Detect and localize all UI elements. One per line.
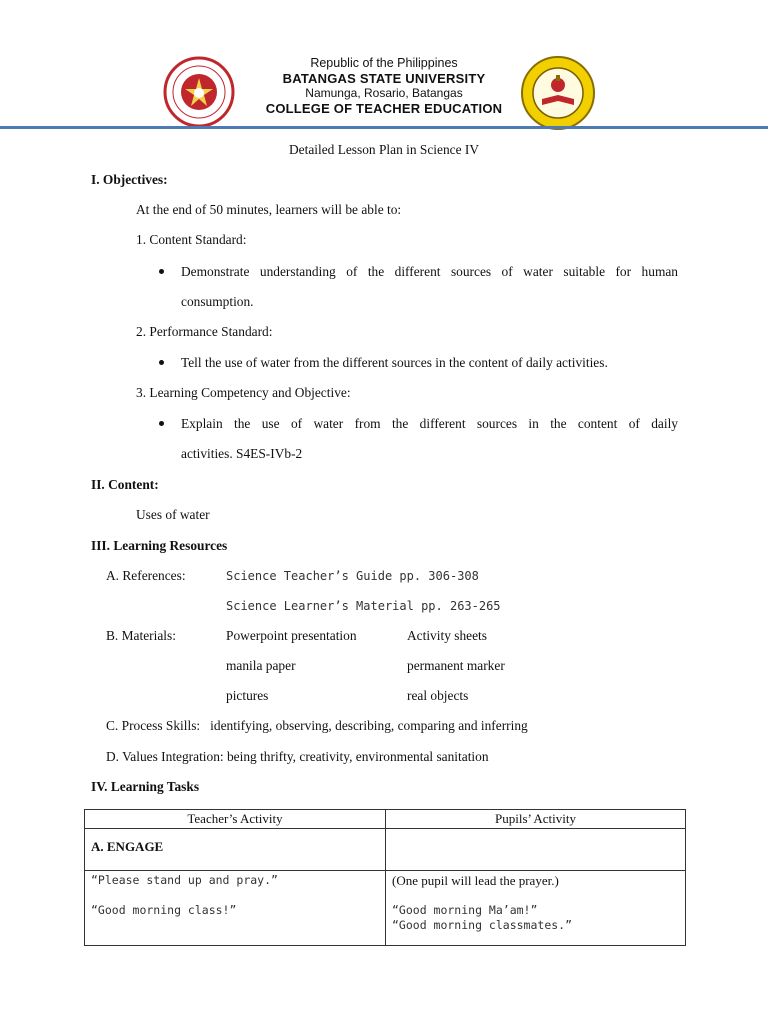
pupil-line: “Good morning Ma’am!” [392, 903, 538, 917]
references-label: A. References: [106, 568, 186, 583]
reference-1: Science Teacher’s Guide pp. 306-308 [226, 569, 479, 583]
material-item: Activity sheets [407, 628, 487, 643]
pupils-activity-cell [386, 871, 686, 946]
bullet [159, 269, 164, 274]
tasks-heading: IV. Learning Tasks [91, 779, 200, 794]
table-header-row [85, 810, 686, 829]
values-integration: D. Values Integration: being thrifty, creativity, environmental sanitation [106, 749, 489, 764]
material-item: manila paper [226, 658, 296, 673]
process-skills: C. Process Skills: identifying, observing, describing, comparing and inferring [106, 718, 528, 733]
content-heading: II. Content: [91, 477, 159, 492]
objective-3-text-line2: activities. S4ES-IVb-2 [181, 446, 303, 461]
objective-1-text-line1: Demonstrate understanding of the different sources of water suitable for human [181, 264, 678, 279]
pupil-line: “Good morning classmates.” [392, 918, 573, 932]
pupils-activity-header: Pupils’ Activity [386, 810, 686, 829]
reference-2: Science Learner’s Material pp. 263-265 [226, 599, 501, 613]
objective-2-text: Tell the use of water from the different sources in the content of daily activities. [181, 355, 608, 370]
engage-heading: A. ENGAGE [91, 839, 164, 854]
objectives-intro: At the end of 50 minutes, learners will be able to: [136, 202, 402, 217]
college-name: COLLEGE OF TEACHER EDUCATION [265, 101, 503, 116]
table-row [85, 829, 686, 871]
material-item: Powerpoint presentation [226, 628, 357, 643]
empty-cell [386, 829, 686, 871]
bullet [159, 360, 164, 365]
material-item: pictures [226, 688, 269, 703]
resources-heading: III. Learning Resources [91, 538, 228, 553]
header-divider [0, 126, 768, 129]
objective-3-text-line1: Explain the use of water from the different sources in the content of daily [181, 416, 678, 431]
objective-1-label: 1. Content Standard: [136, 232, 247, 247]
bullet [159, 421, 164, 426]
document-title: Detailed Lesson Plan in Science IV [288, 142, 480, 157]
republic-line: Republic of the Philippines [310, 56, 458, 70]
university-name: BATANGAS STATE UNIVERSITY [282, 71, 486, 86]
material-item: permanent marker [407, 658, 505, 673]
content-text: Uses of water [136, 507, 210, 522]
learning-tasks-table [84, 809, 686, 946]
teacher-activity-header: Teacher’s Activity [85, 810, 386, 829]
objectives-heading: I. Objectives: [91, 172, 168, 187]
pupil-line: (One pupil will lead the prayer.) [392, 873, 559, 888]
objective-1-text-line2: consumption. [181, 294, 254, 309]
teacher-line: “Please stand up and pray.” [91, 873, 278, 887]
materials-label: B. Materials: [106, 628, 176, 643]
objective-2-label: 2. Performance Standard: [136, 324, 273, 339]
engage-label [85, 829, 386, 871]
objective-3-label: 3. Learning Competency and Objective: [136, 385, 351, 400]
teacher-line: “Good morning class!” [91, 903, 237, 917]
university-address: Namunga, Rosario, Batangas [305, 86, 463, 100]
table-row [85, 871, 686, 946]
letterhead [0, 56, 768, 117]
material-item: real objects [407, 688, 469, 703]
teacher-activity-cell [85, 871, 386, 946]
